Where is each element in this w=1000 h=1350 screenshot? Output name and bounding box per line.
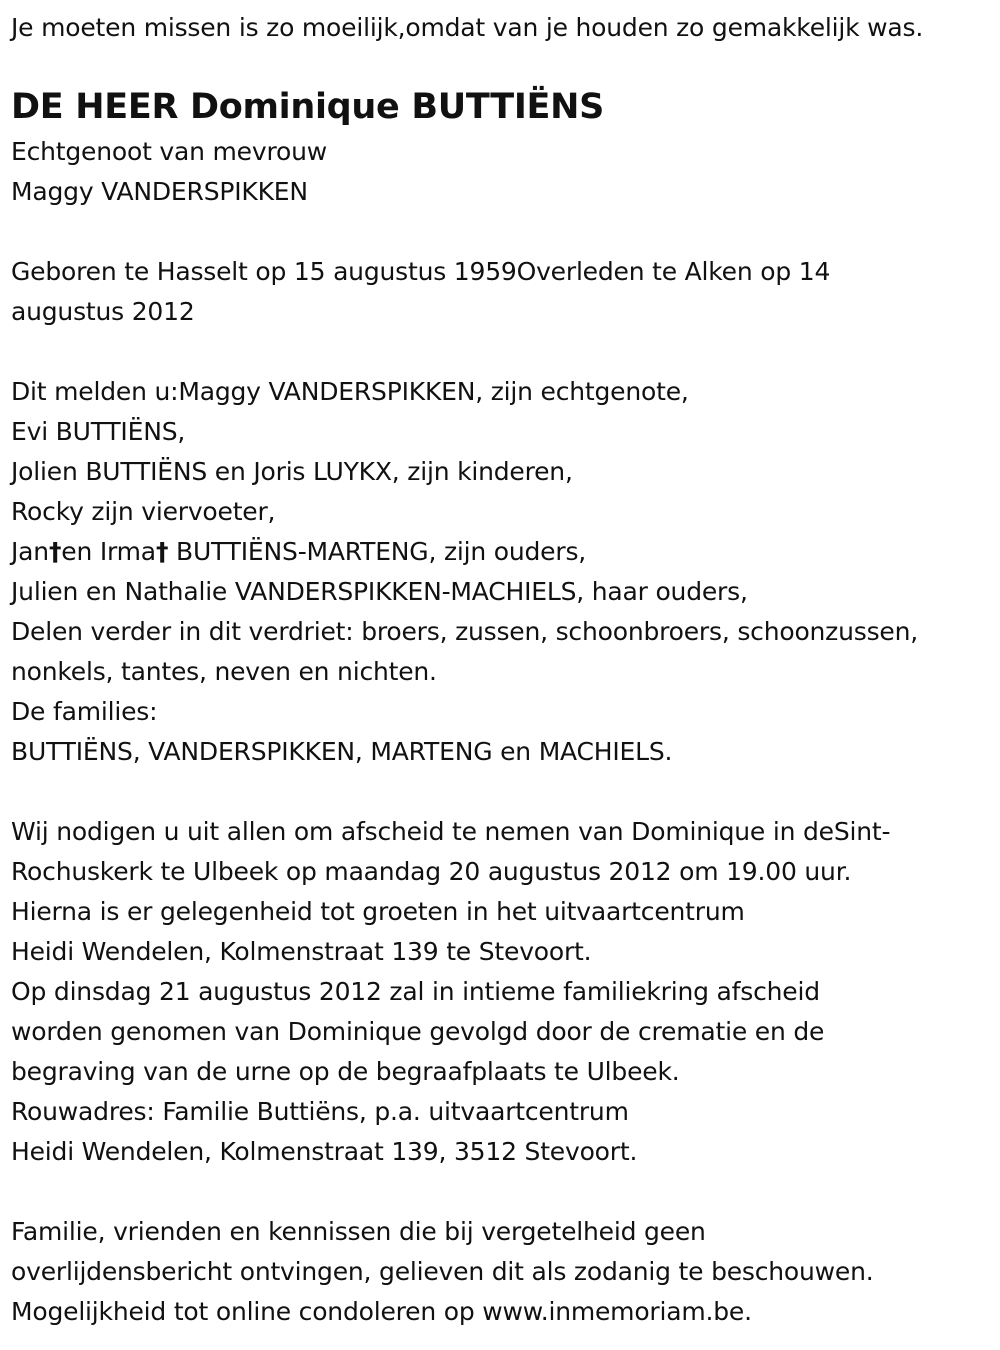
birth-death-line-2: augustus 2012 bbox=[11, 297, 195, 326]
cross-icon: † bbox=[48, 537, 62, 566]
announcers-line: Jolien BUTTIËNS en Joris LUYKX, zijn kinderen, bbox=[11, 457, 573, 486]
father-name: Jan bbox=[11, 537, 49, 566]
announcers-line: De families: bbox=[11, 697, 158, 726]
obituary-document bbox=[11, 8, 991, 1332]
announcers-line: Evi BUTTIËNS, bbox=[11, 417, 186, 446]
announcers-line: BUTTIËNS, VANDERSPIKKEN, MARTENG en MACHIELS. bbox=[11, 737, 673, 766]
ceremony-line: Hierna is er gelegenheid tot groeten in het uitvaartcentrum bbox=[11, 897, 745, 926]
ceremony-line: Rouwadres: Familie Buttiëns, p.a. uitvaartcentrum bbox=[11, 1097, 629, 1126]
parents-line bbox=[11, 532, 991, 572]
ceremony-line: Heidi Wendelen, Kolmenstraat 139, 3512 Stevoort. bbox=[11, 1137, 638, 1166]
spacer bbox=[11, 332, 991, 372]
ceremony-line: Rochuskerk te Ulbeek op maandag 20 augustus 2012 om 19.00 uur. bbox=[11, 857, 852, 886]
closing-line: Mogelijkheid tot online condoleren op www.inmemoriam.be. bbox=[11, 1297, 752, 1326]
spacer bbox=[11, 1172, 991, 1212]
announcers-line: Delen verder in dit verdriet: broers, zussen, schoonbroers, schoonzussen, bbox=[11, 617, 918, 646]
deceased-name-heading: DE HEER Dominique BUTTIËNS bbox=[11, 87, 605, 127]
parents-surname: BUTTIËNS-MARTENG, zijn ouders, bbox=[168, 537, 587, 566]
announcers-line: Julien en Nathalie VANDERSPIKKEN-MACHIELS, haar ouders, bbox=[11, 577, 748, 606]
ceremony-line: Wij nodigen u uit allen om afscheid te nemen van Dominique in deSint- bbox=[11, 817, 891, 846]
closing-line: Familie, vrienden en kennissen die bij vergetelheid geen bbox=[11, 1217, 706, 1246]
announcers-line: nonkels, tantes, neven en nichten. bbox=[11, 657, 437, 686]
closing-line: overlijdensbericht ontvingen, gelieven dit als zodanig te beschouwen. bbox=[11, 1257, 874, 1286]
spouse-line-1: Echtgenoot van mevrouw bbox=[11, 137, 327, 166]
ceremony-line: begraving van de urne op de begraafplaats te Ulbeek. bbox=[11, 1057, 680, 1086]
spouse-line-2: Maggy VANDERSPIKKEN bbox=[11, 177, 308, 206]
spacer bbox=[11, 772, 991, 812]
ceremony-line: worden genomen van Dominique gevolgd door de crematie en de bbox=[11, 1017, 825, 1046]
cross-icon: † bbox=[155, 537, 169, 566]
birth-death-line-1: Geboren te Hasselt op 15 augustus 1959Overleden te Alken op 14 bbox=[11, 257, 831, 286]
spacer bbox=[11, 212, 991, 252]
ceremony-line: Op dinsdag 21 augustus 2012 zal in intieme familiekring afscheid bbox=[11, 977, 820, 1006]
announcers-line: Dit melden u:Maggy VANDERSPIKKEN, zijn echtgenote, bbox=[11, 377, 689, 406]
opening-quote: Je moeten missen is zo moeilijk,omdat van je houden zo gemakkelijk was. bbox=[11, 13, 924, 42]
mother-name: en Irma bbox=[61, 537, 156, 566]
announcers-line: Rocky zijn viervoeter, bbox=[11, 497, 276, 526]
ceremony-line: Heidi Wendelen, Kolmenstraat 139 te Stevoort. bbox=[11, 937, 592, 966]
